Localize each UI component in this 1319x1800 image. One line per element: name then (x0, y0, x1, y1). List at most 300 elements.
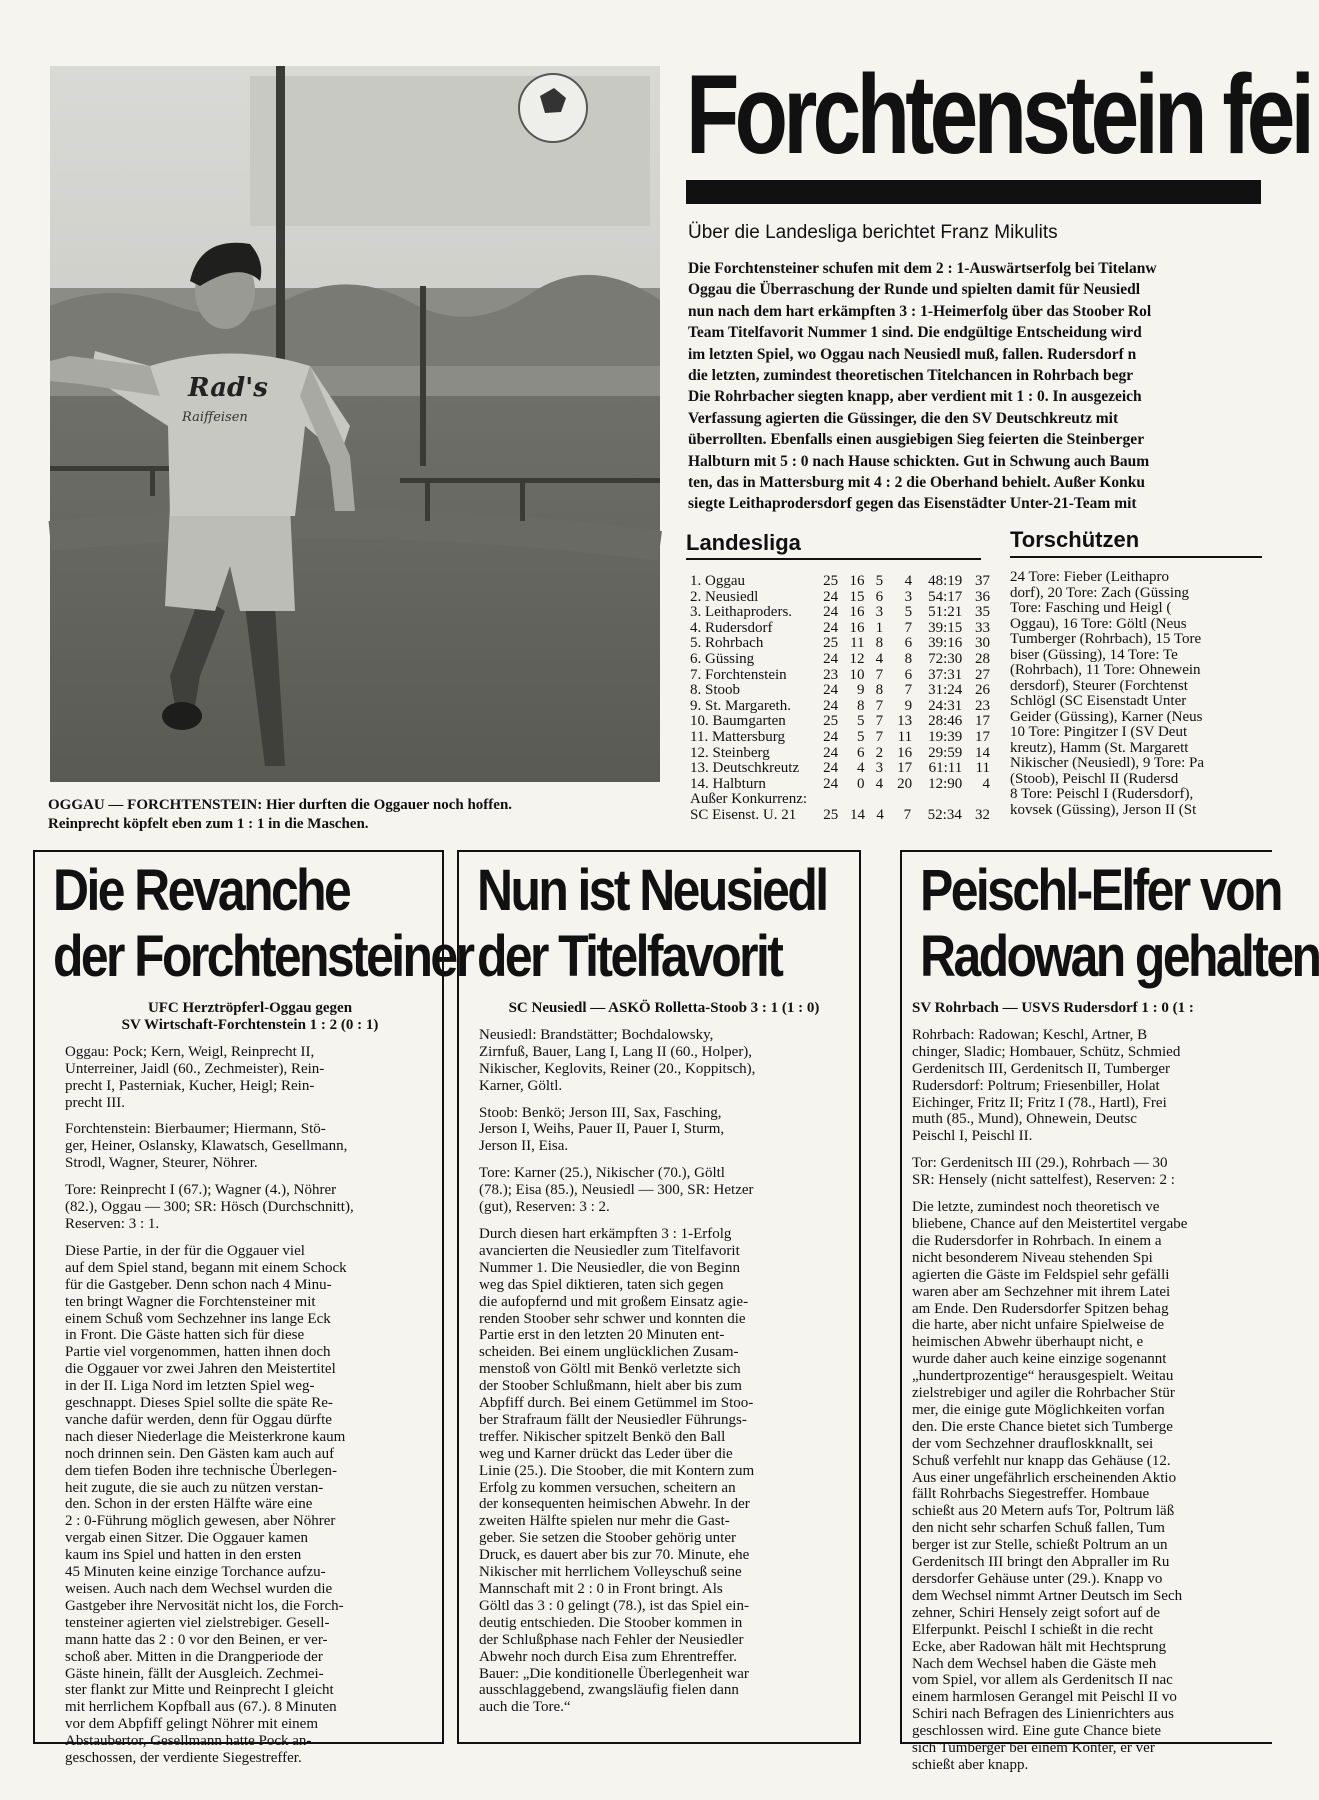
standings-cell-w: 16 (849, 573, 865, 589)
match-result: UFC Herztröpferl-Oggau gegen (147, 1000, 353, 1016)
lineup-line: precht III. (65, 1094, 125, 1111)
standings-cell-l: 7 (904, 619, 913, 636)
article-body (479, 1000, 849, 1716)
article-headline-line: der Forchtensteiner (53, 924, 473, 989)
standings-cell-pts: 27 (975, 666, 990, 683)
body-line: auf dem Spiel stand, begann mit einem Schock (65, 1259, 347, 1276)
lineup-line: Eichinger, Fritz II; Fritz I (78., Hartl), Frei (912, 1094, 1167, 1111)
body-line: treffer. Nikischer spitzelt Benkö den Ball (479, 1428, 726, 1445)
standings-rule (686, 558, 981, 560)
standings-cell-w: 9 (857, 682, 865, 699)
standings-cell-pts: 17 (975, 728, 990, 745)
body-line: scheiden. Bei einem unglücklichen Zusam- (479, 1344, 739, 1361)
scorers-line: 8 Tore: Peischl I (Rudersdorf), (1010, 786, 1194, 802)
body-line: Partie erst in den letzten 20 Minuten ent- (479, 1327, 725, 1344)
byline: Über die Landesliga berichtet Franz Mikulits (688, 222, 1058, 243)
intro-line: Team Titelfavorit Nummer 1 sind. Die endgültige Entscheidung wird (688, 324, 1142, 342)
spacer (65, 1111, 435, 1121)
body-line: vom Spiel, vor allem als Gerdenitsch II nac (912, 1672, 1173, 1689)
body-line: deutig entschieden. Die Stoober kommen in (479, 1614, 743, 1631)
body-line: den nicht sehr scharfen Schuß fallen, Tum (912, 1520, 1165, 1537)
standings-cell-team: 6. Güssing (690, 650, 755, 667)
body-line: der Stoober Schlußmann, hielt aber bis zum (479, 1378, 742, 1395)
body-line: 45 Minuten keine einzige Torchance aufzu- (65, 1564, 326, 1581)
standings-row (690, 699, 990, 715)
body-line: den. Schon in der ersten Hälfte wäre eine (65, 1496, 313, 1513)
lineup-line: Karner, Göltl. (479, 1077, 563, 1094)
standings-cell-w: 16 (849, 619, 865, 636)
body-line: Gastgeber ihre Nervosität nicht los, die Forch- (65, 1597, 344, 1614)
standings-cell-w: 12 (849, 650, 865, 667)
intro-line: Verfassung agierten die Güssinger, die den SV Deutschkreutz mit (688, 409, 1119, 427)
body-line: die harte, aber nicht unfaire Spielweise de (912, 1317, 1164, 1334)
standings-cell-w: 16 (849, 604, 865, 621)
standings-cell-p: 25 (823, 573, 839, 589)
standings-row (690, 668, 990, 684)
body-line: nicht besonderem Niveau stehenden Spi (912, 1249, 1153, 1266)
standings-cell-l: 7 (903, 806, 912, 823)
body-line: ber Strafraum fällt der Neusiedler Führungs- (479, 1411, 747, 1428)
body-line: tensteiner agierten viel zielstrebiger. Gesell- (65, 1614, 330, 1631)
standings-row (690, 605, 990, 621)
standings-cell-goals: 48:19 (928, 573, 963, 589)
article-headline-line: Nun ist Neusiedl (477, 858, 827, 923)
standings-cell-team: 1. Oggau (690, 573, 745, 589)
standings-cell-l: 8 (904, 650, 913, 667)
standings-cell-pts: 17 (975, 713, 990, 730)
standings-cell-team: 13. Deutschkreutz (690, 760, 800, 777)
caption-line: OGGAU — FORCHTENSTEIN: Hier durften die Oggauer noch hoffen. (48, 797, 513, 813)
standings-table (690, 574, 990, 824)
standings-cell-goals: 12:90 (928, 775, 963, 792)
body-line: einem Schuß vom Sechzehner ins lange Eck (65, 1310, 331, 1327)
match-result: SC Neusiedl — ASKÖ Rolletta-Stoob 3 : 1 (1 : 0) (508, 1000, 820, 1016)
standings-cell-w: 8 (857, 697, 865, 714)
standings-cell-pts: 11 (975, 760, 990, 777)
scorers-line: kovsek (Güssing), Jerson II (St (1010, 801, 1197, 818)
standings-row (690, 621, 990, 637)
body-line: vor dem Abpfiff gelingt Nöhrer mit einem (65, 1716, 319, 1733)
body-line: mann hatte das 2 : 0 vor den Beinen, er ver- (65, 1631, 328, 1648)
body-line: weg und Karner drückt das Leder über die (479, 1445, 733, 1462)
standings-cell-team: 4. Rudersdorf (690, 619, 773, 636)
lineup-line: muth (85., Mund), Ohnewein, Deutsc (912, 1111, 1137, 1128)
standings-cell-l: 7 (904, 682, 913, 699)
body-line: „hundertprozentige“ herausgespielt. Weitau (912, 1368, 1174, 1385)
body-line: Aus einer ungefährlich erscheinenden Aktio (912, 1469, 1177, 1486)
standings-cell-l: 5 (904, 604, 913, 621)
match-facts: (78.); Eisa (85.), Neusiedl — 300, SR: Hetzer (479, 1182, 754, 1199)
intro-paragraph (688, 258, 1263, 513)
lineup-line: Nikischer, Keglovits, Reiner (20., Koppitsch), (479, 1060, 756, 1077)
body-line: heimischen Abwehr überhaupt nicht, e (912, 1334, 1144, 1351)
article-headline (53, 858, 473, 990)
scorers-line: dorf), 20 Tore: Zach (Güssing (1010, 584, 1190, 601)
standings-cell-l: 17 (897, 760, 913, 777)
photo-caption (48, 796, 688, 834)
scorers-line: Tumberger (Rohrbach), 15 Tore (1010, 631, 1202, 647)
spacer (65, 1233, 435, 1243)
body-line: dem Wechsel nimmt Artner Deutsch im Sech (912, 1587, 1183, 1604)
spacer (479, 1095, 849, 1105)
standings-cell-p: 24 (823, 728, 839, 745)
standings-cell-p: 25 (823, 713, 839, 730)
standings-cell-goals: 37:31 (928, 666, 963, 683)
body-line: berger ist zur Stelle, schießt Poltrum an un (912, 1537, 1168, 1554)
body-line: den. Die erste Chance bietet sich Tumberge (912, 1418, 1173, 1435)
scorers-line: Oggau), 16 Tore: Göltl (Neus (1010, 615, 1187, 632)
standings-cell-d: 4 (876, 806, 884, 823)
intro-line: Die Rohrbacher siegten knapp, aber verdient mit 1 : 0. In ausgezeich (688, 388, 1142, 406)
standings-cell-d: 4 (875, 650, 884, 667)
standings-cell-l: 20 (897, 775, 913, 792)
standings-cell-p: 24 (823, 775, 839, 792)
body-line: die Rudersdorfer in Rohrbach. In einem a (912, 1232, 1162, 1249)
article-headline-line: Peischl-Elfer von (920, 858, 1281, 923)
standings-cell-team: 14. Halbturn (690, 775, 766, 792)
standings-cell-goals: 39:16 (928, 635, 963, 652)
standings-cell-pts: 4 (982, 775, 990, 792)
match-facts: Tore: Karner (25.), Nikischer (70.), Göltl (479, 1165, 725, 1182)
body-line: Erfolg zu kommen versuchen, scheitern an (479, 1479, 736, 1496)
standings-cell-l: 6 (904, 666, 913, 683)
scorers-line: Schlögl (SC Eisenstadt Unter (1010, 693, 1187, 709)
standings-cell-d: 4 (875, 775, 884, 792)
standings-cell-p: 23 (823, 666, 839, 683)
intro-line: die letzten, zumindest theoretischen Titelchancen in Rohrbach begr (688, 367, 1134, 385)
lineup-line: Stoob: Benkö; Jerson III, Sax, Fasching, (479, 1104, 722, 1121)
body-line: in der II. Liga Nord im letzten Spiel weg- (65, 1378, 315, 1395)
intro-line: nun nach dem hart erkämpften 3 : 1-Heimerfolg über das Stoober Rol (688, 302, 1152, 320)
lineup-line: Unterreiner, Jaidl (60., Zechmeister), Rein- (65, 1060, 325, 1077)
standings-cell-pts: 26 (975, 682, 990, 699)
lineup-line: Gerdenitsch III, Gerdenitsch II, Tumberger (912, 1060, 1170, 1077)
scorers-line: 10 Tore: Pingitzer I (SV Deut (1010, 724, 1188, 740)
article-headline-line: Radowan gehalten (920, 924, 1319, 989)
standings-row (690, 746, 990, 762)
standings-cell-p: 24 (823, 760, 839, 777)
lineup-line: Peischl I, Peischl II. (912, 1128, 1033, 1145)
standings-cell-w: 14 (849, 806, 865, 823)
standings-cell-pts: 32 (975, 806, 990, 823)
body-line: Die letzte, zumindest noch theoretisch ve (912, 1199, 1160, 1216)
body-line: Bauer: „Die konditionelle Überlegenheit war (479, 1665, 749, 1682)
body-line: Durch diesen hart erkämpften 3 : 1-Erfolg (479, 1225, 732, 1242)
intro-line: ten, das in Mattersburg mit 4 : 2 die Oberhand behielt. Außer Konku (688, 474, 1146, 492)
standings-cell-goals: 28:46 (928, 713, 963, 730)
standings-title: Landesliga (686, 530, 801, 555)
article-peischl (900, 850, 1319, 1773)
body-line: Abstaubertor, Gesellmann hatte Pock an- (65, 1733, 312, 1750)
intro-line: im letzten Spiel, wo Oggau nach Neusiedl muß, fallen. Rudersdorf n (688, 345, 1137, 363)
standings-row (690, 683, 990, 699)
body-line: Schiri nach Befragen des Linienrichters aus (912, 1706, 1174, 1723)
lineup-line: precht I, Pasterniak, Kucher, Heigl; Rein- (65, 1077, 315, 1094)
body-line: fällt Rohrbachs Siegestreffer. Hombaue (912, 1486, 1150, 1503)
standings-cell-team: 10. Baumgarten (690, 713, 786, 730)
body-line: schoß aber. Mitten in die Drangperiode der (65, 1648, 323, 1665)
body-line: sich Tumberger bei einem Konter, er ver (912, 1740, 1155, 1757)
scorers-line: Geider (Güssing), Karner (Neus (1010, 708, 1203, 725)
body-line: der vom Sechzehner draufloskknallt, sei (912, 1435, 1154, 1452)
body-line: Gäste hinein, fällt der Ausgleich. Zechmei- (65, 1665, 324, 1682)
body-line: Nach dem Wechsel haben die Gäste meh (912, 1655, 1157, 1672)
standings-row (690, 777, 990, 793)
body-line: nach dieser Niederlage die Meisterkrone kaum (65, 1428, 346, 1445)
body-line: 2 : 0-Führung möglich gewesen, aber Nöhrer (65, 1513, 336, 1530)
article-headline (920, 858, 1319, 990)
intro-line: Halbturn mit 5 : 0 nach Hause schickten. Gut in Schwung auch Baum (688, 452, 1150, 470)
scorers-rule (1010, 556, 1262, 558)
body-line: dersdorfer Gehäuse unter (29.). Knapp vo (912, 1571, 1163, 1587)
standings-cell-w: 11 (850, 635, 865, 652)
body-line: geschnappt. Dieses Spiel sollte die späte Re- (65, 1395, 333, 1412)
spacer (65, 1172, 435, 1182)
lineup-line: Rudersdorf: Poltrum; Friesenbiller, Holat (912, 1077, 1160, 1094)
standings-cell-p: 24 (823, 619, 839, 636)
standings-cell-d: 7 (875, 666, 884, 683)
standings-cell-pts: 30 (975, 635, 990, 652)
standings-cell-goals: 24:31 (928, 697, 963, 714)
body-line: kaum ins Spiel und hatten in den ersten (65, 1547, 302, 1564)
spacer (912, 1189, 1292, 1199)
standings-cell-p: 24 (823, 697, 839, 714)
article-neusiedl (457, 850, 861, 1744)
standings-cell-p: 24 (823, 588, 839, 605)
body-line: Ecke, aber Radowan hält mit Hechtsprung (912, 1638, 1167, 1655)
spacer (479, 1216, 849, 1226)
standings-cell-p: 25 (823, 806, 839, 823)
scorers-line: kreutz), Hamm (St. Margarett (1010, 739, 1189, 756)
intro-line: Die Forchtensteiner schufen mit dem 2 : 1-Auswärtserfolg bei Titelanw (688, 260, 1157, 277)
standings-cell-d: 1 (875, 619, 884, 636)
standings-cell-p: 24 (823, 604, 839, 621)
standings-cell-pts: 36 (975, 588, 990, 605)
body-line: ster flankt zur Mitte und Reinprecht I gleicht (65, 1682, 334, 1699)
body-line: in Front. Die Gäste hatten sich für diese (65, 1327, 305, 1344)
scorers-line: Nikischer (Neusiedl), 9 Tore: Pa (1010, 755, 1205, 771)
lineup-line: Rohrbach: Radowan; Keschl, Artner, B (912, 1026, 1148, 1043)
standings-cell-d: 7 (875, 728, 884, 745)
body-line: einem harmlosen Gerangel mit Peischl II vo (912, 1689, 1177, 1706)
body-line: ten bringt Wagner die Forchtensteiner mit (65, 1293, 316, 1310)
article-revanche (33, 850, 473, 1767)
lineup-line: ger, Heiner, Oslansky, Klawatsch, Gesellmann, (65, 1138, 348, 1155)
standings-cell-d: 7 (875, 697, 884, 714)
body-line: die aufopfernd und mit großem Einsatz agie- (479, 1293, 749, 1310)
standings-row (690, 714, 990, 730)
standings-row-extra (690, 808, 990, 824)
standings-cell-goals: 51:21 (928, 604, 963, 621)
shirt-text: Rad's (188, 373, 268, 403)
standings-cell-p: 24 (823, 744, 839, 761)
lineup-line: Forchtenstein: Bierbaumer; Hiermann, Stö- (65, 1121, 326, 1138)
body-line: dem tiefen Boden ihre technische Überlegen- (65, 1462, 337, 1479)
shirt-subtext: Raiffeisen (182, 410, 248, 425)
match-result: SV Wirtschaft-Forchtenstein 1 : 2 (0 : 1) (121, 1016, 379, 1033)
standings-cell-d: 3 (875, 604, 884, 621)
standings-cell-p: 25 (823, 635, 839, 652)
body-line: geber. Sie setzen die Stoober gehörig unter (479, 1530, 737, 1547)
standings-cell-goals: 29:59 (928, 744, 963, 761)
body-line: noch drinnen sein. Den Gästen kam auch auf (65, 1445, 335, 1462)
body-line: zweiten Hälfte spielen nur mehr die Gast- (479, 1513, 730, 1530)
standings-row (690, 652, 990, 668)
headline-rule (686, 180, 1261, 204)
body-line: für die Gastgeber. Denn schon nach 4 Minu- (65, 1276, 332, 1293)
body-line: zehner, Schiri Hensely zeigt sofort auf de (912, 1604, 1161, 1621)
standings-cell-w: 4 (857, 760, 865, 777)
standings-cell-d: 2 (875, 744, 884, 761)
standings-cell-team: 3. Leithaproders. (690, 604, 793, 621)
standings-cell-pts: 23 (975, 697, 990, 714)
body-line: vergab einen Sitzer. Die Oggauer kamen (65, 1530, 308, 1547)
standings-cell-team: 11. Mattersburg (690, 728, 785, 745)
body-line: Schuß verfehlt nur knapp das Gehäuse (12. (912, 1452, 1171, 1469)
standings-cell-goals: 54:17 (928, 588, 963, 605)
article-headline (477, 858, 827, 990)
standings-cell-l: 16 (897, 744, 913, 761)
lineup-line: Neusiedl: Brandstätter; Bochdalowsky, (479, 1026, 714, 1043)
body-line: heit zugute, die sie auch zu nützen verstan- (65, 1479, 324, 1496)
scorers-line: (Rohrbach), 11 Tore: Ohnewein (1010, 662, 1201, 678)
match-result: SV Rohrbach — USVS Rudersdorf 1 : 0 (1 : (912, 1000, 1194, 1016)
body-line: geschossen, der verdiente Siegestreffer. (65, 1750, 302, 1767)
standings-cell-l: 9 (904, 697, 913, 714)
body-line: agierten die Gäste im Feldspiel sehr gefälli (912, 1266, 1170, 1283)
body-line: schießt aber knapp. (912, 1756, 1029, 1773)
body-line: Partie viel vorgenommen, hatten ihnen doch (65, 1344, 331, 1361)
standings-cell-w: 15 (849, 588, 865, 605)
standings-cell-d: 8 (875, 635, 884, 652)
standings-row (690, 636, 990, 652)
intro-line: siegte Leithaprodersdorf gegen das Eisenstädter Unter-21-Team mit (688, 495, 1137, 513)
body-line: Göltl das 3 : 0 gelingt (78.), ist das Spiel ein- (479, 1597, 749, 1614)
standings-cell-w: 10 (849, 666, 865, 683)
lineup-line: Jerson II, Eisa. (479, 1138, 569, 1155)
body-line: Nikischer mit herrlichem Volleyschuß seine (479, 1564, 742, 1581)
standings-cell-goals: 52:34 (927, 806, 962, 823)
main-headline: Forchtenstein fei (686, 52, 1311, 177)
standings-cell-l: 13 (897, 713, 913, 730)
body-line: menstoß von Göltl mit Benkö verletzte sich (479, 1361, 741, 1378)
standings-row (690, 574, 990, 590)
scorers-line: biser (Güssing), 14 Tore: Te (1010, 646, 1178, 663)
body-line: ausschlaggebend, zwangsläufig fielen dann (479, 1682, 739, 1699)
match-facts: SR: Hensely (nicht sattelfest), Reserven: 2 : (912, 1172, 1175, 1189)
body-line: die Oggauer vor zwei Jahren den Meistertitel (65, 1361, 336, 1378)
standings-cell-goals: 31:24 (928, 682, 963, 699)
standings-cell-l: 3 (904, 588, 913, 605)
spacer (479, 1155, 849, 1165)
standings-cell-w: 6 (857, 744, 865, 761)
standings-cell-team: 9. St. Margareth. (690, 697, 791, 714)
match-photo (50, 66, 660, 782)
standings-cell-pts: 28 (975, 650, 990, 667)
body-line: zielstrebiger und agiler die Rohrbacher Stür (912, 1385, 1175, 1402)
standings-cell-pts: 14 (975, 744, 990, 761)
body-line: wurde daher auch keine einzige sogenannt (912, 1351, 1167, 1368)
standings-cell-w: 5 (857, 713, 865, 730)
standings-cell-team: 8. Stoob (690, 682, 741, 699)
lineup-line: Oggau: Pock; Kern, Weigl, Reinprecht II, (65, 1043, 315, 1060)
scorers-title: Torschützen (1010, 527, 1140, 552)
lineup-line: chinger, Sladic; Hombauer, Schütz, Schmied (912, 1043, 1181, 1060)
standings-cell-goals: 61:11 (928, 760, 963, 777)
standings-cell-goals: 39:15 (928, 619, 963, 636)
standings-cell-pts: 33 (975, 619, 990, 636)
match-facts: Tore: Reinprecht I (67.); Wagner (4.), Nöhrer (65, 1182, 337, 1199)
body-line: Abpfiff durch. Bei einem Getümmel im Stoo- (479, 1395, 754, 1412)
match-facts: (82.), Oggau — 300; SR: Hösch (Durchschnitt), (65, 1199, 354, 1216)
body-line: Elferpunkt. Peischl I schießt in die recht (912, 1621, 1154, 1638)
standings-cell-goals: 19:39 (928, 728, 963, 745)
body-line: avancierten die Neusiedler zum Titelfavorit (479, 1242, 740, 1259)
lineup-line: Zirnfuß, Bauer, Lang I, Lang II (60., Holper), (479, 1043, 753, 1060)
body-line: vanche dafür werden, denn für Oggau dürfte (65, 1411, 332, 1428)
scorers-line: 24 Tore: Fieber (Leithapro (1010, 569, 1170, 585)
standings-cell-team: 7. Forchtenstein (690, 666, 787, 683)
body-line: Diese Partie, in der für die Oggauer viel (65, 1242, 305, 1259)
body-line: Linie (25.). Die Stoober, die mit Kontern zum (479, 1462, 755, 1479)
standings-cell-team: 12. Steinberg (690, 744, 770, 761)
body-line: mit herrlichem Kopfball aus (67.). 8 Minuten (65, 1699, 337, 1716)
body-line: Gerdenitsch III bringt den Abpraller im Ru (912, 1554, 1170, 1571)
spacer (912, 1017, 1292, 1027)
caption-line: Reinprecht köpfelt eben zum 1 : 1 in die Maschen. (48, 816, 369, 832)
standings-cell-p: 24 (823, 650, 839, 667)
standings-cell-d: 3 (875, 760, 884, 777)
scorers-line: Tore: Fasching und Heigl ( (1010, 600, 1172, 616)
standings-cell-pts: 37 (975, 573, 990, 589)
standings-cell-team: 5. Rohrbach (690, 635, 764, 652)
standings-cell-team: 2. Neusiedl (690, 588, 759, 605)
intro-line: überrollten. Ebenfalls einen ausgiebigen Sieg feierten die Steinberger (688, 431, 1145, 449)
standings-cell-l: 11 (897, 728, 913, 745)
standings-row (690, 730, 990, 746)
body-line: waren aber am Sechzehner mit ihrem Latei (912, 1283, 1171, 1300)
standings-row (690, 761, 990, 777)
body-line: Druck, es dauert aber bis zur 70. Minute, ehe (479, 1547, 750, 1564)
spacer (65, 1034, 435, 1044)
body-line: am Ende. Den Rudersdorfer Spitzen behag (912, 1300, 1169, 1317)
standings-cell-l: 6 (904, 635, 913, 652)
body-line: auch die Tore.“ (479, 1699, 571, 1716)
body-line: der konsequenten heimischen Abwehr. In der (479, 1496, 750, 1513)
match-facts: Reserven: 3 : 1. (65, 1215, 160, 1232)
article-headline-line: der Titelfavorit (477, 924, 782, 989)
scorers-line: dersdorf), Steurer (Forchtenst (1010, 677, 1188, 694)
body-line: weisen. Auch nach dem Wechsel wurden die (65, 1581, 333, 1597)
match-facts: Tor: Gerdenitsch III (29.), Rohrbach — 30 (912, 1155, 1168, 1172)
standings-cell-p: 24 (823, 682, 839, 699)
standings-cell-goals: 72:30 (928, 650, 963, 667)
standings-cell-l: 4 (904, 573, 913, 589)
standings-extra-label: Außer Konkurrenz: (690, 791, 808, 808)
body-line: der Schlußphase nach Fehler der Neusiedler (479, 1631, 744, 1648)
standings-row (690, 590, 990, 606)
standings-cell-d: 6 (875, 588, 884, 605)
lineup-line: Jerson I, Weihs, Pauer II, Pauer I, Sturm, (479, 1121, 725, 1138)
body-line: schießt aus 20 Metern aufs Tor, Poltrum läß (912, 1503, 1175, 1520)
scorers-list (1010, 570, 1262, 840)
body-line: Nummer 1. Die Neusiedler, die von Beginn (479, 1259, 741, 1276)
body-line: geschlossen wird. Eine gute Chance biete (912, 1723, 1162, 1740)
lineup-line: Strodl, Wagner, Steurer, Nöhrer. (65, 1155, 258, 1172)
body-line: mer, die einige gute Möglichkeiten vorfan (912, 1401, 1165, 1418)
body-line: Abwehr noch durch Eisa zum Ehrentreffer. (479, 1648, 737, 1665)
body-line: renden Stoober sehr schwer und konnten die (479, 1310, 746, 1327)
